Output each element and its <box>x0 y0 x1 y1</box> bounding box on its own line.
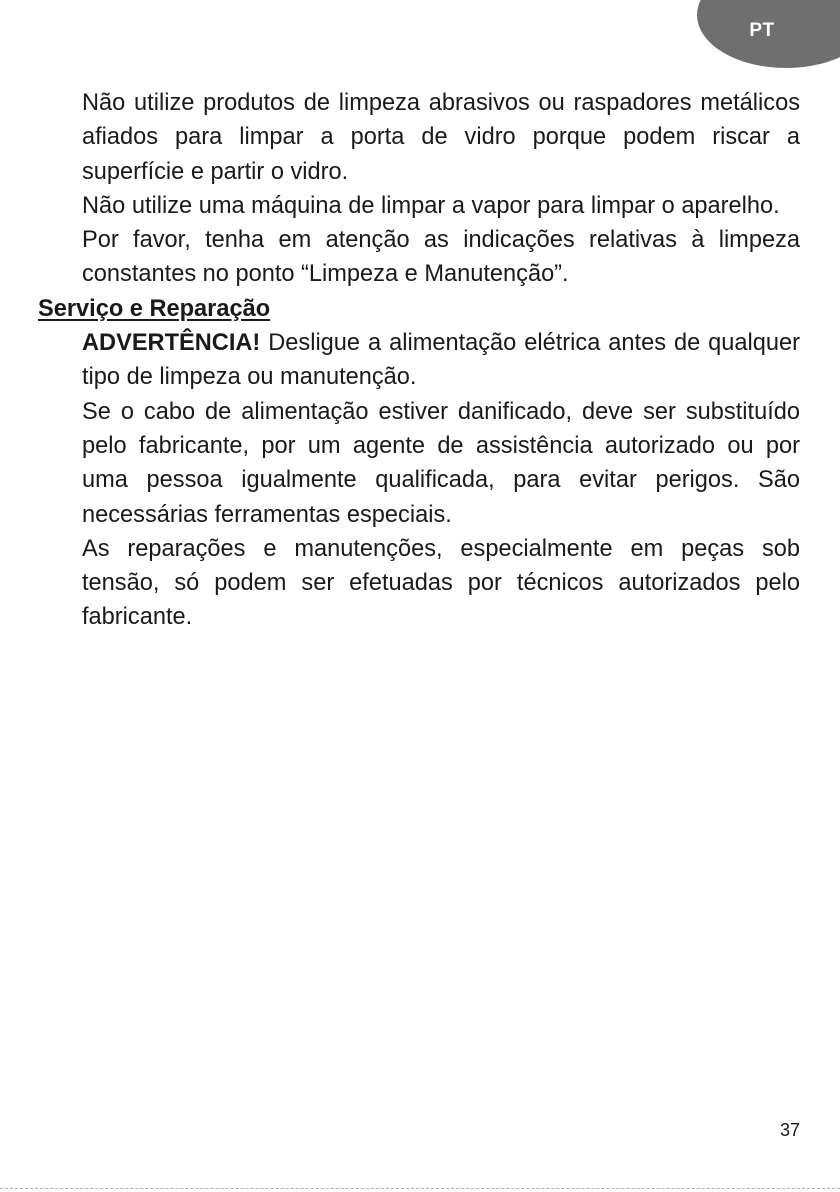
bottom-divider <box>0 1188 840 1189</box>
service-paragraph-repairs: As reparações e manutenções, especialmente em peças sob tensão, só podem ser efetuadas por técnicos autorizados pelo fabricante. <box>82 535 800 631</box>
cleaning-note-steam: Não utilize uma máquina de limpar a vapor para limpar o aparelho. <box>82 192 780 219</box>
language-tab-label: PT <box>749 20 775 41</box>
warning-label: ADVERTÊNCIA! <box>82 330 261 357</box>
cleaning-note-reference: Por favor, tenha em atenção as indicações relativas à limpeza constantes no ponto “Limpeza e Manutenção”. <box>82 227 800 288</box>
warning-paragraph <box>82 326 800 395</box>
warning-text: Desligue a alimentação elétrica antes de qualquer tipo de limpeza ou manutenção. <box>82 330 800 391</box>
document-body <box>38 86 800 635</box>
section-title-service: Serviço e Reparação <box>38 295 271 322</box>
service-paragraph-cable: Se o cabo de alimentação estiver danificado, deve ser substituído pelo fabricante, por um agente de assistência autorizado ou por uma pessoa igualmente qualificada, para evitar perigos. São necessárias ferramentas especiais. <box>82 398 800 528</box>
cleaning-note-abrasives: Não utilize produtos de limpeza abrasivos ou raspadores metálicos afiados para limpar a porta de vidro porque podem riscar a superfície e partir o vidro. <box>82 90 800 185</box>
page-number: 37 <box>779 1120 800 1140</box>
